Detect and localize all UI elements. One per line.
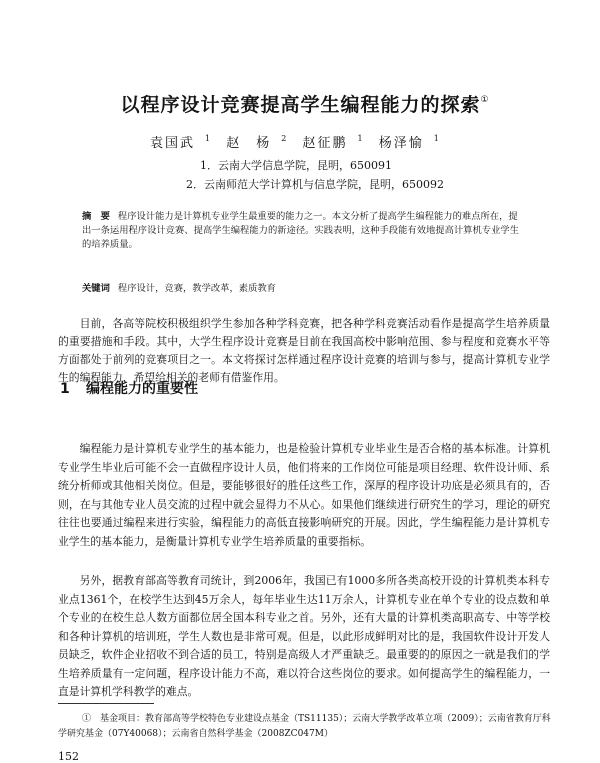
footnote-divider [58, 703, 154, 704]
abstract [82, 210, 522, 252]
affiliation-2: 2．云南师范大学计算机与信息学院，昆明，650092 [186, 178, 444, 191]
section-title: 编程能力的重要性 [86, 381, 198, 397]
author-affiliation-mark: 1 [357, 134, 363, 143]
author-affiliation-mark: 1 [433, 134, 439, 143]
author-name: 杨泽愉 [378, 136, 424, 151]
author-name: 赵征鹏 [302, 136, 348, 151]
affiliation-1: 1．云南大学信息学院，昆明，650091 [200, 159, 392, 172]
section-heading [60, 378, 198, 398]
keywords [82, 280, 522, 294]
paper-title [70, 90, 540, 117]
author [150, 136, 210, 151]
author [379, 136, 439, 151]
author [226, 136, 286, 151]
author-affiliation-mark: 2 [281, 134, 287, 143]
title-text: 以程序设计竞赛提高学生编程能力的探索 [120, 94, 481, 116]
abstract-text: 程序设计能力是计算机专业学生最重要的能力之一。本文分析了提高学生编程能力的难点所在，提出一条运用程序设计竞赛、提高学生编程能力的新途径。实践表明，这种手段能有效地提高计算机专业学生的培养质量。 [82, 211, 519, 250]
body-paragraph: 另外，据教育部高等教育司统计，到2006年，我国已有1000多所各类高校开设的计算机类本科专业点1361个，在校学生达到45万余人，每年毕业生达11万余人，计算机专业在单个专业的设点数和单个专业的在校生总人数方面都位居全国本科专业之首。另外，还有大量的计算机类高职高专、中等学校和各种计算机的培训班，学生人数也是非常可观。但是，以此形成鲜明对比的是，我国软件设计开发人员缺乏，软件企业招收不到合适的员工，特别是高级人才严重缺乏。最重要的的原因之一就是我们的学生培养质量有一定问题，程序设计能力不高，难以符合这些岗位的要求。如何提高学生的编程能力，一直是计算机学科教学的难点。 [58, 574, 550, 698]
keywords-text: 程序设计，竞赛，教学改革，素质教育 [117, 283, 276, 294]
introduction-paragraph: 目前，各高等院校积极组织学生参加各种学科竞赛，把各种学科竞赛活动看作是提高学生培养质量的重要措施和手段。其中，大学生程序设计竞赛是目前在我国高校中影响范围、参与程度和竞赛水平等方面都处于前列的竞赛项目之一。本文将探讨怎样通过程序设计竞赛的培训与参与，提高计算机专业学生的编程能力，希望给相关的老师有借鉴作用。 [58, 317, 550, 384]
author-name: 袁国武 [150, 136, 196, 151]
author-name: 赵 杨 [226, 136, 272, 151]
body-paragraph: 编程能力是计算机专业学生的基本能力，也是检验计算机专业毕业生是否合格的基本标准。计算机专业学生毕业后可能不会一直做程序设计人员，他们将来的工作岗位可能是项目经理、软件设计师、系统分析师或其他相关岗位。但是，要能够很好的胜任这些工作，深厚的程序设计功底是必须具有的，否则，在与其他专业人员交流的过程中就会显得力不从心。如果他们继续进行研究生的学习，理论的研究往往也要通过编程来进行实验，编程能力的高低直接影响研究的开展。因此，学生编程能力是计算机专业学生的基本能力，是衡量计算机专业学生培养质量的重要指标。 [58, 442, 550, 548]
page-number: 152 [58, 750, 79, 763]
footnote: ① 基金项目：教育部高等学校特色专业建设点基金（TS11135）；云南大学教学改革立项（2009）；云南省教育厅科学研究基金（07Y40068）；云南省自然科学基金（2008ZC047M） [58, 714, 551, 739]
section-number: 1 [60, 381, 70, 397]
author-affiliation-mark: 1 [205, 134, 211, 143]
author [303, 136, 363, 151]
abstract-label: 摘 要 [82, 211, 110, 222]
author-list [150, 132, 460, 151]
keywords-label: 关键词 [82, 283, 110, 294]
title-footnote-mark: ① [480, 95, 490, 105]
